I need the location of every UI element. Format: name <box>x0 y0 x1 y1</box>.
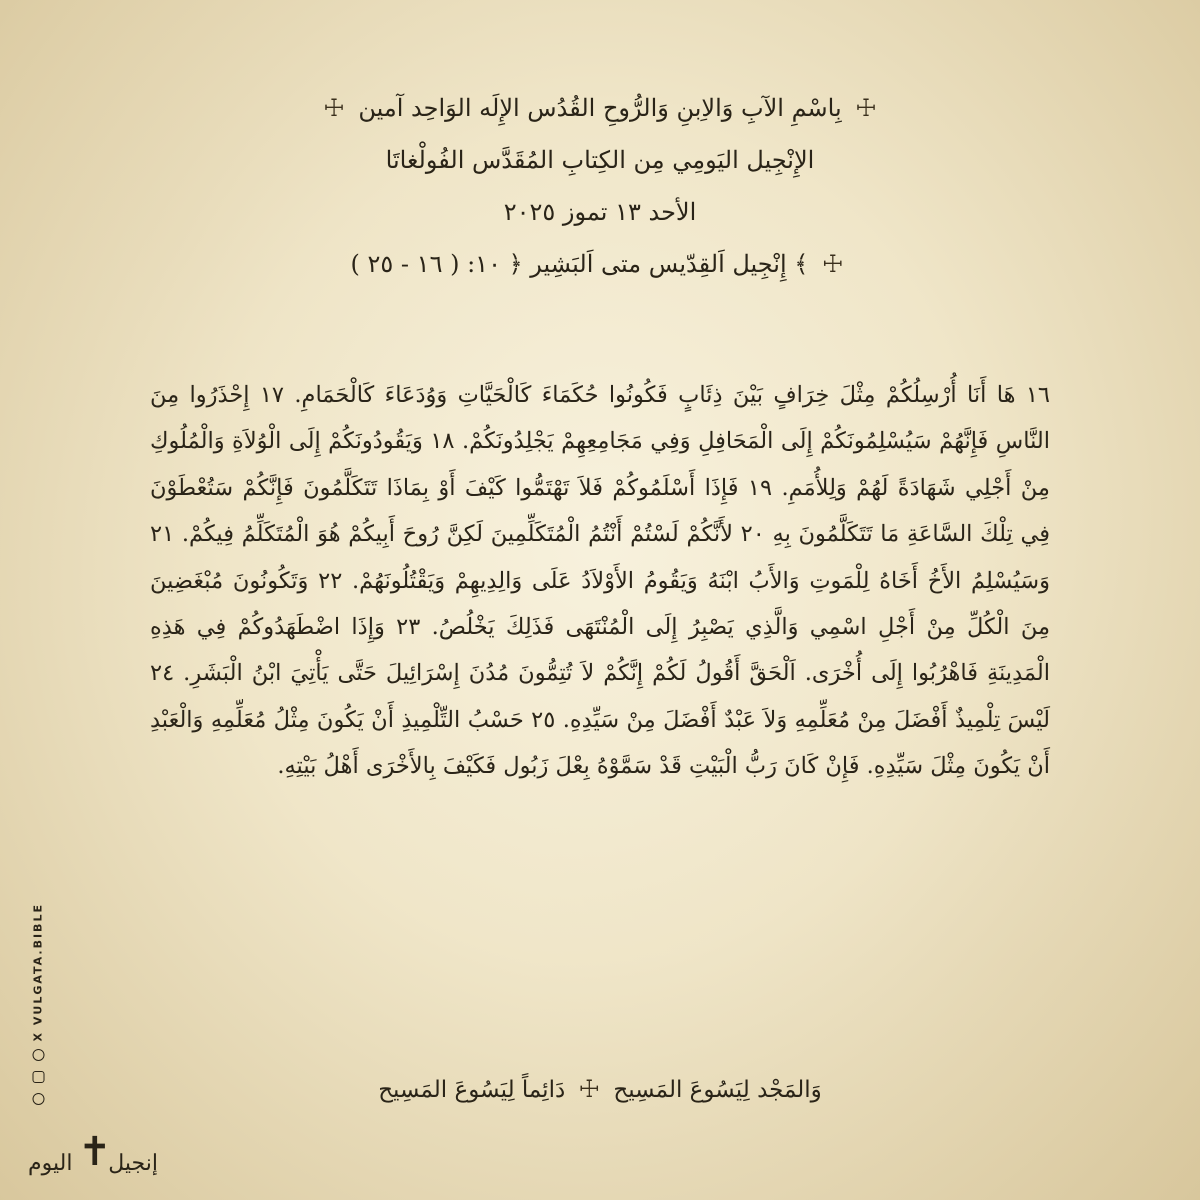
reference-line <box>150 238 1050 290</box>
facebook-icon <box>33 1093 45 1105</box>
logo-word-gospel: إنجيل <box>108 1151 158 1176</box>
invocation-text: بِاسْمِ الآبِ وَالاِبنِ وَالرُّوحِ القُدُس الإِلَه الوَاحِد آمين <box>358 94 842 122</box>
logo-cross-icon: ✝ <box>78 1129 112 1175</box>
cross-icon: ☩ <box>323 94 345 122</box>
date-line: الأحد ١٣ تموز ٢٠٢٥ <box>503 198 697 226</box>
cross-icon: ☩ <box>855 94 877 122</box>
social-strip <box>28 880 48 1130</box>
brand-logo <box>28 1125 158 1185</box>
reference-text: ﴾ إِنْجِيل اَلقِدّيس متى اَلبَشِير ﴿ ١٠: ( ١٦ - ٢٥ ) <box>350 250 809 278</box>
logo-word-today: اليوم <box>28 1151 73 1176</box>
social-strip-inner <box>32 903 45 1107</box>
footer-left-text: دَائِماً لِيَسُوعَ المَسِيح <box>378 1077 566 1103</box>
cross-icon: ☩ <box>578 1075 601 1103</box>
page-header <box>150 82 1050 290</box>
invocation-line <box>150 82 1050 134</box>
page-title: الإِنْجِيل اليَومِي مِن الكِتابِ المُقَدَّس الفُولْغاتَا <box>385 146 815 174</box>
page-footer <box>150 1075 1050 1103</box>
social-handle: VULGATA.BIBLE <box>31 903 45 1026</box>
x-icon: X <box>31 1030 45 1042</box>
instagram-icon <box>33 1071 45 1083</box>
gospel-passage: ١٦ هَا أَنَا أُرْسِلُكُمْ مِثْلَ خِرَافٍ بَيْنَ ذِئَابٍ فَكُونُوا حُكَمَاءَ كَالْحَيَّاتِ وَوُدَعَاءَ كَالْحَمَامِ. ١٧ إِحْذَرُوا مِنَ النَّاسِ فَإِنَّهُمْ سَيُسْلِمُونَكُمْ إِلَى الْمَحَافِلِ وَفِي مَجَامِعِهِمْ يَجْلِدُونَكُمْ. ١٨ وَيَقُودُونَكُمْ إِلَى الْوُلاَةِ وَالْمُلُوكِ مِنْ أَجْلِي شَهَادَةً لَهُمْ وَلِلأُمَمِ. ١٩ فَإِذَا أَسْلَمُوكُمْ فَلاَ تَهْتَمُّوا كَيْفَ أَوْ بِمَاذَا تَتَكَلَّمُونَ فَإِنَّكُمْ سَتُعْطَوْنَ فِي تِلْكَ السَّاعَةِ مَا تَتَكَلَّمُونَ بِهِ ٢٠ لأَنَّكُمْ لَسْتُمْ أَنْتُمُ الْمُتَكَلِّمِينَ لَكِنَّ رُوحَ أَبِيكُمْ هُوَ الْمُتَكَلِّمُ فِيكُمْ. ٢١ وَسَيُسْلِمُ الأَخُ أَخَاهُ لِلْمَوتِ وَالأَبُ ابْنَهُ وَيَقُومُ الأَوْلاَدُ عَلَى وَالِدِيهِمْ وَيَقْتُلُونَهُمْ. ٢٢ وَتَكُونُونَ مُبْغَضِينَ مِنَ الْكُلِّ مِنْ أَجْلِ اسْمِي وَالَّذِي يَصْبِرُ إِلَى الْمُنْتَهَى فَذَلِكَ يَخْلُصُ. ٢٣ وَإِذَا اضْطَهَدُوكُمْ فِي هَذِهِ الْمَدِينَةِ فَاهْرُبُوا إِلَى أُخْرَى. اَلْحَقَّ أَقُولُ لَكُمْ إِنَّكُمْ لاَ تُتِمُّونَ مُدُنَ إِسْرَائِيلَ حَتَّى يَأْتِيَ ابْنُ الْبَشَرِ. ٢٤ لَيْسَ تِلْمِيذٌ أَفْضَلَ مِنْ مُعَلِّمِهِ وَلاَ عَبْدٌ أَفْضَلَ مِنْ سَيِّدِهِ. ٢٥ حَسْبُ التِّلْمِيذِ أَنْ يَكُونَ مِثْلُ مُعَلِّمِهِ وَالْعَبْدِ أَنْ يَكُونَ مِثْلَ سَيِّدِهِ. فَإِنْ كَانَ رَبُّ الْبَيْتِ قَدْ سَمَّوْهُ بِعْلَ زَبُول فَكَيْفَ بِالأَخْرَى أَهْلُ بَيْتِهِ. <box>150 382 1051 780</box>
whatsapp-icon <box>33 1049 45 1061</box>
cross-icon: ☩ <box>821 250 844 278</box>
footer-right-text: وَالمَجْد لِيَسُوعَ المَسِيح <box>613 1077 822 1103</box>
